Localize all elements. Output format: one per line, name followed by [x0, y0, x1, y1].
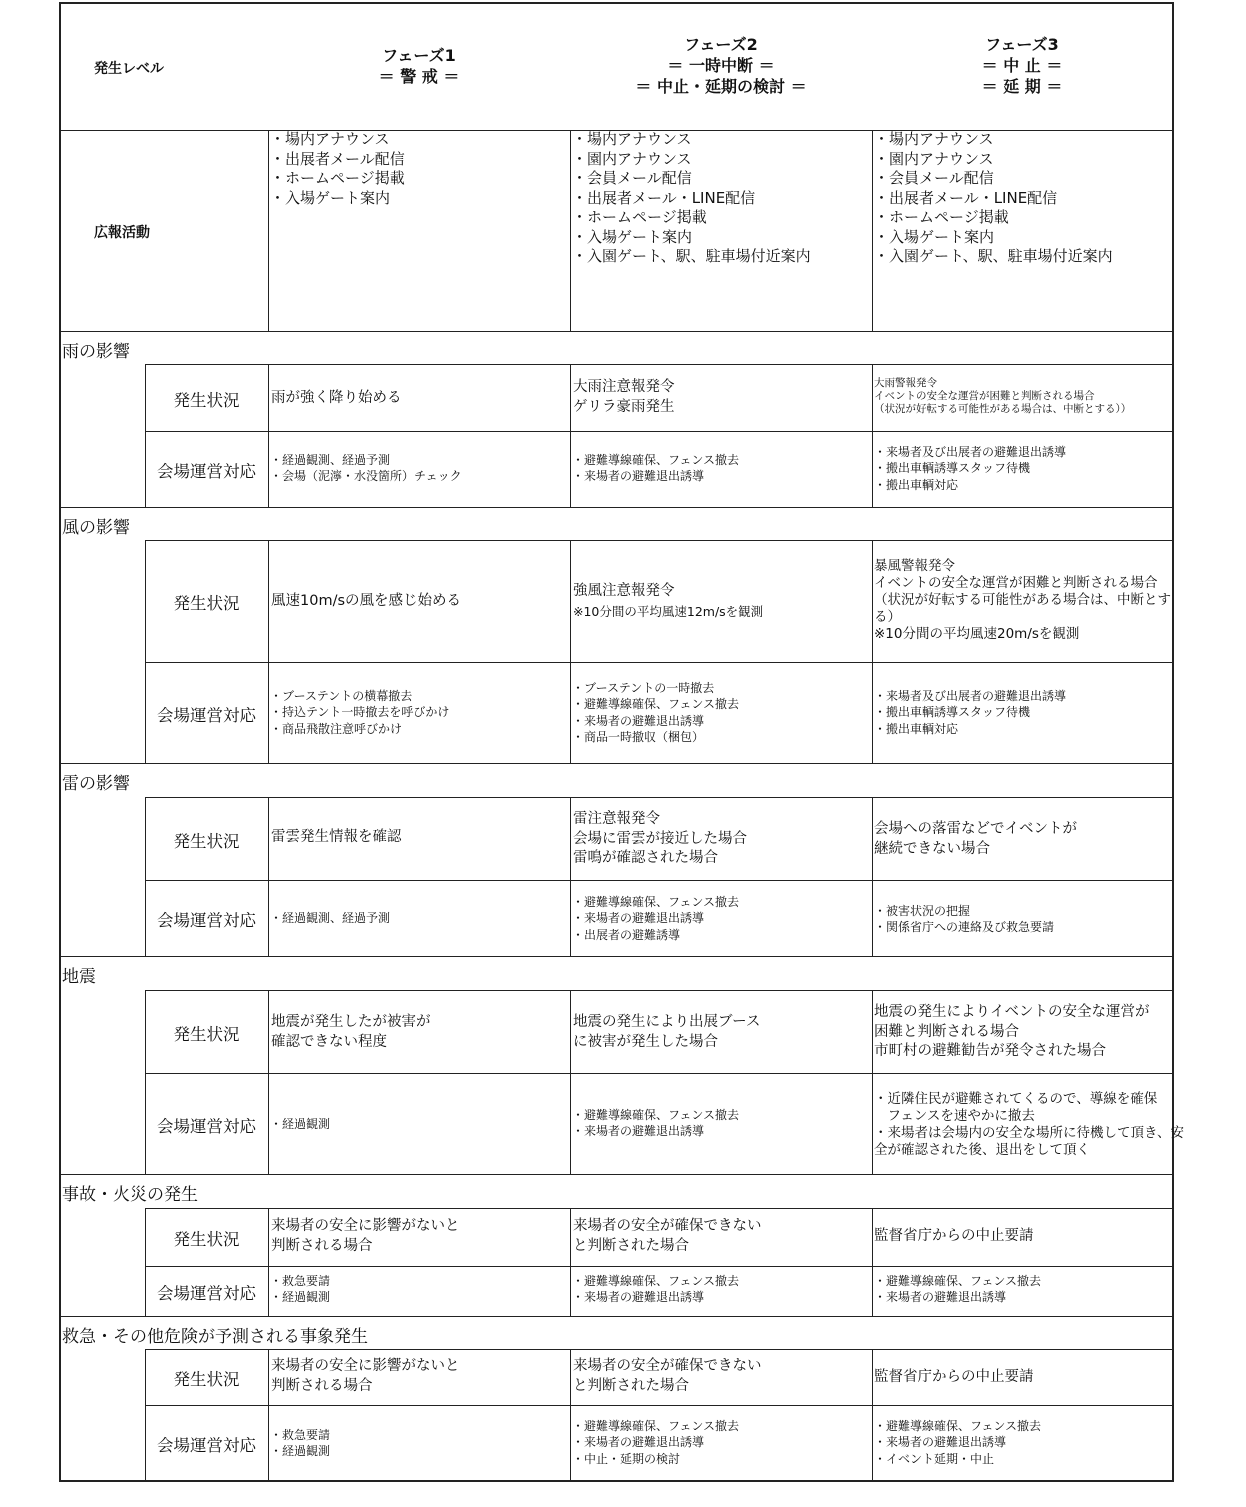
response-phase3-line: ・搬出車輌誘導スタッフ待機 [874, 461, 1031, 476]
response-phase2-line: ・来場者の避難退出誘導 [572, 1290, 705, 1305]
situation-phase3-line: 困難と判断される場合 [874, 1023, 1019, 1040]
pr-phase2 [572, 130, 811, 267]
situation-phase1-line: 雷雲発生情報を確認 [271, 829, 402, 845]
response-phase1 [270, 1427, 330, 1460]
situation-phase1-line: 地震が発生したが被害が [271, 1014, 431, 1030]
pr-phase2-line: ・出展者メール・LINE配信 [572, 188, 756, 207]
table-rule-vertical [268, 1349, 269, 1481]
response-phase2 [572, 1107, 739, 1140]
table-rule-vertical [570, 990, 571, 1174]
header-phase3-line: ＝ 延 期 ＝ [981, 77, 1063, 96]
pr-label: 広報活動 [94, 225, 150, 241]
response-phase2 [572, 452, 739, 485]
response-phase2-line: ・出展者の避難誘導 [572, 927, 681, 942]
pr-phase3-line: ・入園ゲート、駅、駐車場付近案内 [874, 247, 1113, 265]
situation-label: 発生状況 [173, 1230, 240, 1249]
response-phase3-line: ・来場者の避難退出誘導 [874, 1435, 1007, 1450]
table-rule-horizontal [60, 507, 1173, 508]
table-rule-vertical [145, 540, 146, 763]
situation-phase3-line: 監督省庁からの中止要請 [874, 1228, 1034, 1244]
response-phase3-line: 全が確認された後、退出をして頂く [874, 1142, 1090, 1158]
response-phase1-line: ・経過観測 [270, 1290, 331, 1305]
response-label: 会場運営対応 [157, 911, 256, 930]
response-phase3-line: ・搬出車輌対応 [874, 477, 959, 492]
pr-phase2-line: ・入場ゲート案内 [572, 227, 693, 246]
table-rule-vertical [145, 990, 146, 1174]
situation-phase3-line: 暴風警報発令 [874, 558, 955, 574]
situation-label: 発生状況 [173, 1370, 240, 1389]
situation-phase1-line: 判断される場合 [271, 1237, 373, 1254]
pr-phase3-line: ・出展者メール・LINE配信 [874, 188, 1058, 207]
situation-phase3 [874, 820, 1077, 859]
situation-phase2 [573, 1013, 760, 1052]
table-rule-vertical [268, 540, 269, 763]
response-phase3-line: ・来場者の避難退出誘導 [874, 1290, 1007, 1305]
response-phase2-line: ・来場者の避難退出誘導 [572, 911, 705, 926]
response-phase2-line: ・避難導線確保、フェンス撤去 [572, 1274, 740, 1288]
situation-phase2-line: ※10分間の平均風速12m/sを観測 [573, 603, 764, 619]
header-phase1 [289, 45, 549, 87]
response-phase1-line: ・経過観測 [270, 1444, 331, 1459]
response-phase2-line: ・商品一時撤収（梱包） [572, 729, 705, 744]
situation-phase3-line: イベントの安全な運営が困難と判断される場合 [874, 390, 1095, 402]
response-phase3-line: ・避難導線確保、フェンス撤去 [874, 1419, 1042, 1433]
situation-phase3-line: 地震の発生によりイベントの安全な運営が [874, 1004, 1150, 1020]
response-phase3 [874, 688, 1066, 737]
pr-phase3 [874, 130, 1113, 267]
response-phase1 [270, 688, 449, 737]
pr-phase3-line: ・場内アナウンス [874, 130, 994, 148]
situation-phase2 [573, 378, 675, 417]
pr-phase1 [270, 130, 405, 208]
header-phase2 [576, 34, 866, 97]
response-phase3-line: ・関係省庁への連絡及び救急要請 [874, 920, 1055, 935]
table-rule-vertical [872, 797, 873, 956]
table-rule-vertical [570, 1208, 571, 1316]
response-phase1-line: ・経過観測、経過予測 [270, 911, 391, 925]
situation-phase2-line: 来場者の安全が確保できない [573, 1218, 762, 1234]
pr-phase2-line: ・ホームページ掲載 [572, 208, 707, 226]
response-phase2 [572, 680, 739, 745]
response-phase3-line: ・搬出車輌対応 [874, 721, 959, 736]
response-phase1 [270, 1273, 330, 1306]
situation-phase1 [271, 389, 402, 409]
response-phase1-line: ・商品飛散注意呼びかけ [270, 721, 403, 736]
response-phase1-line: ・持込テント一時撤去を呼びかけ [270, 705, 450, 720]
pr-phase2-line: ・園内アナウンス [572, 149, 692, 168]
response-label: 会場運営対応 [157, 1284, 256, 1303]
situation-phase1-line: 判断される場合 [271, 1377, 373, 1394]
situation-label: 発生状況 [173, 1024, 240, 1044]
situation-phase1-line: 風速10m/sの風を感じ始める [271, 593, 462, 609]
situation-phase3 [874, 1003, 1150, 1062]
response-phase1 [270, 1116, 330, 1132]
situation-phase2-line: 地震の発生により出展ブース [573, 1014, 761, 1030]
situation-phase1 [271, 1357, 460, 1396]
response-phase3 [874, 1273, 1041, 1306]
header-phase1-line: フェーズ1 [382, 46, 456, 65]
situation-phase3 [874, 377, 1131, 416]
table-rule-vertical [872, 130, 873, 331]
response-label: 会場運営対応 [157, 1116, 256, 1136]
response-phase2-line: ・来場者の避難退出誘導 [572, 1124, 705, 1139]
table-rule-vertical [570, 130, 571, 331]
response-phase3-line: ・来場者は会場内の安全な場所に待機して頂き、安 [874, 1125, 1184, 1141]
response-phase2-line: ・来場者の避難退出誘導 [572, 469, 705, 484]
pr-phase2-line: ・場内アナウンス [572, 130, 692, 148]
pr-phase3-line: ・ホームページ掲載 [874, 208, 1009, 226]
response-phase2-line: ・来場者の避難退出誘導 [572, 713, 705, 728]
response-phase3-line: ・搬出車輌誘導スタッフ待機 [874, 705, 1031, 720]
response-phase3-line: ・来場者及び出展者の避難退出誘導 [874, 445, 1067, 459]
situation-phase1-line: 来場者の安全に影響がないと [271, 1358, 460, 1374]
situation-phase1-line: 確認できない程度 [271, 1033, 387, 1050]
table-rule-vertical [268, 130, 269, 331]
situation-phase2-line: 会場に雷雲が接近した場合 [573, 830, 747, 847]
table-rule-vertical [872, 990, 873, 1174]
situation-phase3 [874, 1368, 1034, 1388]
table-rule-vertical [570, 1349, 571, 1481]
situation-phase2-line: 大雨注意報発令 [573, 379, 675, 395]
response-phase2 [572, 1418, 739, 1467]
section-title-3: 雷の影響 [62, 774, 130, 794]
table-rule-horizontal [60, 763, 1173, 764]
response-label: 会場運営対応 [157, 462, 256, 481]
table-rule-horizontal [145, 540, 1173, 541]
header-phase2-line: ＝ 一時中断 ＝ [667, 56, 775, 75]
header-phase1-line: ＝ 警 戒 ＝ [378, 67, 460, 86]
response-phase2-line: ・来場者の避難退出誘導 [572, 1435, 705, 1450]
situation-phase3-line: 市町村の避難勧告が発令された場合 [874, 1043, 1106, 1059]
situation-phase3-line: （状況が好転する可能性がある場合は、中断とす [874, 592, 1171, 608]
response-phase3 [874, 903, 1054, 936]
table-rule-horizontal [145, 431, 1173, 432]
situation-label: 発生状況 [173, 594, 240, 613]
header-phase3-line: ＝ 中 止 ＝ [981, 56, 1063, 75]
response-phase1-line: ・会場（泥濘・水没箇所）チェック [270, 469, 462, 484]
situation-phase2-line: に被害が発生した場合 [573, 1033, 718, 1050]
table-rule-horizontal [145, 1266, 1173, 1267]
section-title-6: 救急・その他危険が予測される事象発生 [62, 1327, 368, 1347]
section-title-1: 雨の影響 [62, 342, 130, 362]
response-phase3 [874, 444, 1066, 493]
pr-phase1-line: ・入場ゲート案内 [270, 188, 391, 207]
response-phase2-line: ・避難導線確保、フェンス撤去 [572, 895, 740, 909]
situation-phase1-line: 来場者の安全に影響がないと [271, 1218, 460, 1234]
response-phase3-line: ・近隣住民が避難されてくるので、導線を確保 [874, 1091, 1158, 1107]
table-rule-vertical [268, 364, 269, 507]
situation-phase2-line: と判断された場合 [573, 1377, 689, 1394]
response-phase3 [874, 1091, 1184, 1159]
situation-phase1 [271, 592, 461, 612]
situation-phase2 [573, 810, 747, 869]
table-rule-vertical [570, 364, 571, 507]
table-rule-vertical [268, 797, 269, 956]
table-rule-horizontal [145, 1349, 1173, 1350]
pr-phase2-line: ・入園ゲート、駅、駐車場付近案内 [572, 247, 811, 265]
table-rule-vertical [872, 1208, 873, 1316]
situation-phase1 [271, 828, 402, 848]
table-rule-horizontal [60, 1316, 1173, 1317]
situation-phase3-line: 会場への落雷などでイベントが [874, 821, 1077, 837]
table-rule-vertical [872, 540, 873, 763]
header-level-label: 発生レベル [94, 61, 164, 77]
response-phase1-line: ・救急要請 [270, 1274, 331, 1288]
response-phase2-line: ・ブーステントの一時撤去 [572, 681, 715, 695]
situation-phase2 [573, 1217, 762, 1256]
situation-phase3-line: る） [874, 609, 901, 625]
response-phase3 [874, 1418, 1041, 1467]
response-phase1-line: ・救急要請 [270, 1428, 331, 1442]
situation-phase3-line: 監督省庁からの中止要請 [874, 1369, 1034, 1385]
section-title-4: 地震 [62, 967, 96, 987]
response-phase2-line: ・避難導線確保、フェンス撤去 [572, 697, 740, 712]
table-rule-vertical [268, 1208, 269, 1316]
response-label: 会場運営対応 [157, 705, 256, 725]
situation-phase1-line: 雨が強く降り始める [271, 390, 402, 406]
situation-phase2 [573, 1357, 762, 1396]
response-phase1 [270, 452, 462, 485]
response-phase2-line: ・避難導線確保、フェンス撤去 [572, 1108, 740, 1122]
response-phase1-line: ・経過観測、経過予測 [270, 453, 391, 467]
table-rule-horizontal [145, 990, 1173, 991]
table-rule-horizontal [60, 331, 1173, 332]
response-phase3-line: フェンスを速やかに撤去 [874, 1108, 1035, 1124]
pr-phase2-line: ・会員メール配信 [572, 169, 692, 187]
situation-label: 発生状況 [173, 831, 240, 851]
header-phase2-line: ＝ 中止・延期の検討 ＝ [635, 77, 807, 96]
situation-phase2-line: 強風注意報発令 [573, 583, 675, 599]
pr-phase3-line: ・園内アナウンス [874, 149, 994, 168]
response-label: 会場運営対応 [157, 1436, 256, 1455]
response-phase3-line: ・イベント延期・中止 [874, 1451, 995, 1466]
header-phase3 [892, 34, 1152, 97]
response-phase1-line: ・経過観測 [270, 1117, 331, 1131]
response-phase2 [572, 894, 739, 943]
pr-phase3-line: ・入場ゲート案内 [874, 227, 995, 246]
situation-phase3-line: 継続できない場合 [874, 840, 990, 857]
pr-phase1-line: ・出展者メール配信 [270, 149, 405, 168]
table-rule-horizontal [145, 880, 1173, 881]
situation-phase2-line: 来場者の安全が確保できない [573, 1358, 762, 1374]
section-title-2: 風の影響 [62, 518, 130, 538]
situation-phase2-line: 雷鳴が確認された場合 [573, 850, 718, 866]
header-phase3-line: フェーズ3 [985, 35, 1059, 54]
table-rule-horizontal [145, 364, 1173, 365]
response-phase3-line: ・被害状況の把握 [874, 904, 971, 918]
table-rule-horizontal [145, 797, 1173, 798]
situation-phase2 [573, 582, 763, 621]
response-phase1-line: ・ブーステントの横幕撤去 [270, 689, 413, 703]
situation-phase1 [271, 1217, 460, 1256]
pr-phase1-line: ・ホームページ掲載 [270, 169, 405, 187]
table-rule-vertical [268, 990, 269, 1174]
table-rule-horizontal [145, 1208, 1173, 1209]
table-rule-horizontal [60, 956, 1173, 957]
situation-phase3-line: ※10分間の平均風速20m/sを観測 [874, 626, 1080, 642]
response-phase3-line: ・避難導線確保、フェンス撤去 [874, 1274, 1042, 1288]
situation-phase2-line: ゲリラ豪雨発生 [573, 398, 675, 415]
table-rule-vertical [145, 797, 146, 956]
situation-phase3 [874, 558, 1171, 643]
table-rule-vertical [570, 540, 571, 763]
table-rule-horizontal [145, 1405, 1173, 1406]
situation-phase3-line: （状況が好転する可能性がある場合は、中断とする）） [874, 403, 1132, 415]
response-phase3-line: ・来場者及び出展者の避難退出誘導 [874, 689, 1067, 703]
response-phase2-line: ・避難導線確保、フェンス撤去 [572, 453, 740, 467]
situation-phase3 [874, 1227, 1034, 1247]
table-rule-horizontal [60, 1174, 1173, 1175]
response-phase2 [572, 1273, 739, 1306]
pr-phase1-line: ・場内アナウンス [270, 130, 390, 148]
situation-label: 発生状況 [173, 390, 240, 410]
situation-phase3-line: イベントの安全な運営が困難と判断される場合 [874, 575, 1158, 591]
pr-phase3-line: ・会員メール配信 [874, 169, 994, 187]
situation-phase2-line: と判断された場合 [573, 1237, 689, 1254]
response-phase1 [270, 910, 390, 926]
table-rule-vertical [570, 797, 571, 956]
section-title-5: 事故・火災の発生 [62, 1185, 198, 1205]
situation-phase3-line: 大雨警報発令 [874, 377, 937, 389]
situation-phase2-line: 雷注意報発令 [573, 811, 660, 827]
response-phase2-line: ・中止・延期の検討 [572, 1451, 681, 1466]
table-rule-vertical [872, 364, 873, 507]
table-rule-horizontal [145, 1073, 1173, 1074]
situation-phase1 [271, 1013, 431, 1052]
table-rule-vertical [145, 364, 146, 507]
header-phase2-line: フェーズ2 [684, 35, 758, 54]
table-rule-vertical [872, 1349, 873, 1481]
response-phase2-line: ・避難導線確保、フェンス撤去 [572, 1419, 740, 1433]
table-rule-horizontal [145, 662, 1173, 663]
